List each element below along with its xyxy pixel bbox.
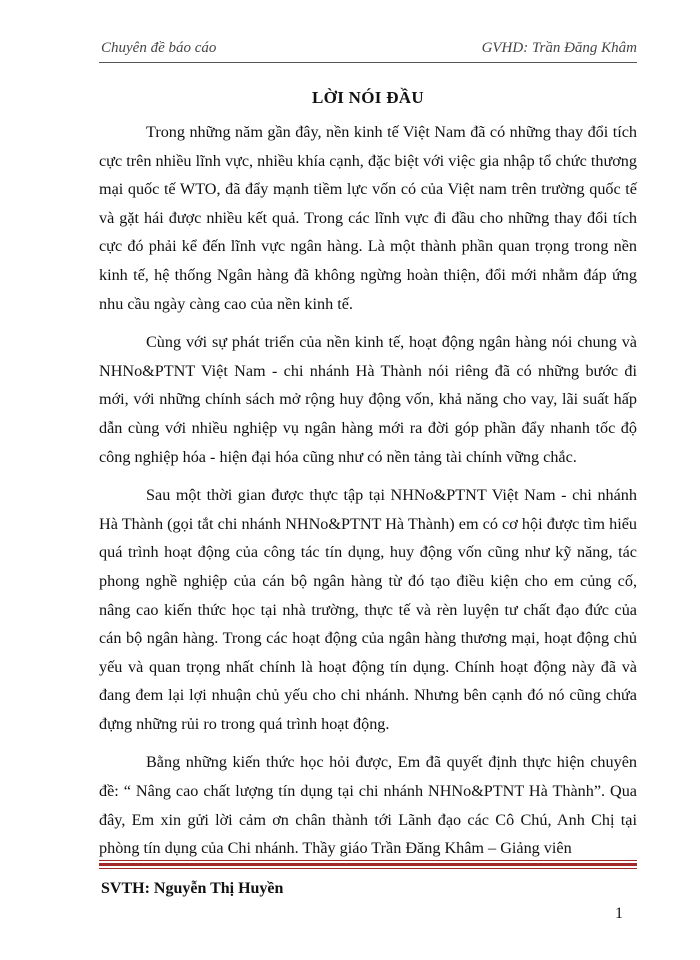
footer-student-name: SVTH: Nguyễn Thị Huyền — [101, 880, 284, 897]
footer-divider-thick — [99, 863, 637, 866]
page-title: LỜI NÓI ĐẦU — [312, 88, 424, 107]
header-report-title: Chuyên đề báo cáo — [101, 40, 217, 56]
body-text — [99, 118, 637, 873]
footer-divider-bottom — [99, 868, 637, 869]
page-header — [99, 40, 637, 62]
paragraph-4: Bằng những kiến thức học hỏi được, Em đã quyết định thực hiện chuyên đề: “ Nâng cao chất lượng tín dụng tại chi nhánh NHNo&PTNT Hà Thành”. Qua đây, Em xin gửi lời cảm ơn chân thành tới Lãnh đạo các Cô Chú, Anh Chị tại phòng tín dụng của Chi nhánh. Thầy giáo Trần Đăng Khâm – Giảng viên — [99, 753, 637, 858]
paragraph-1: Trong những năm gần đây, nền kinh tế Việt Nam đã có những thay đổi tích cực trên nhiều lĩnh vực, nhiều khía cạnh, đặc biệt với việc gia nhập tổ chức thương mại quốc tế WTO, đã đẩy mạnh tiềm lực vốn có của Việt nam trên trường quốc tế và gặt hái được nhiều kết quả. Trong các lĩnh vực đi đầu cho những thay đổi tích cực đó phải kể đến lĩnh vực ngân hàng. Là một thành phần quan trọng trong nền kinh tế, hệ thống Ngân hàng đã không ngừng hoàn thiện, đổi mới nhằm đáp ứng nhu cầu ngày càng cao của nền kinh tế. — [99, 123, 637, 313]
footer-divider-top — [99, 860, 637, 861]
paragraph-3: Sau một thời gian được thực tập tại NHNo&PTNT Việt Nam - chi nhánh Hà Thành (gọi tắt chi nhánh NHNo&PTNT Hà Thành) em có cơ hội được tìm hiểu quá trình hoạt động của công tác tín dụng, huy động vốn cũng như kỹ năng, tác phong nghề nghiệp của cán bộ ngân hàng từ đó tạo điều kiện cho em củng cố, nâng cao kiến thức học tại nhà trường, thực tế và rèn luyện tư chất đạo đức của cán bộ ngân hàng. Trong các hoạt động của ngân hàng thương mại, hoạt động chủ yếu và quan trọng nhất chính là hoạt động tín dụng. Chính hoạt động này đã và đang đem lại lợi nhuận chủ yếu cho chi nhánh. Nhưng bên cạnh đó nó cũng chứa đựng những rủi ro trong quá trình hoạt động. — [99, 486, 637, 733]
header-supervisor: GVHD: Trần Đăng Khâm — [481, 40, 637, 56]
page-number: 1 — [615, 905, 623, 922]
header-divider — [99, 62, 637, 63]
paragraph-2: Cùng với sự phát triển của nền kinh tế, hoạt động ngân hàng nói chung và NHNo&PTNT Việt Nam - chi nhánh Hà Thành nói riêng đã có những bước đi mới, với những chính sách mở rộng huy động vốn, khả năng cho vay, lãi suất hấp dẫn cùng với nhiều nghiệp vụ ngân hàng mới ra đời góp phần đẩy nhanh tốc độ công nghiệp hóa - hiện đại hóa cũng như có nền tảng tài chính vững chắc. — [99, 333, 637, 466]
